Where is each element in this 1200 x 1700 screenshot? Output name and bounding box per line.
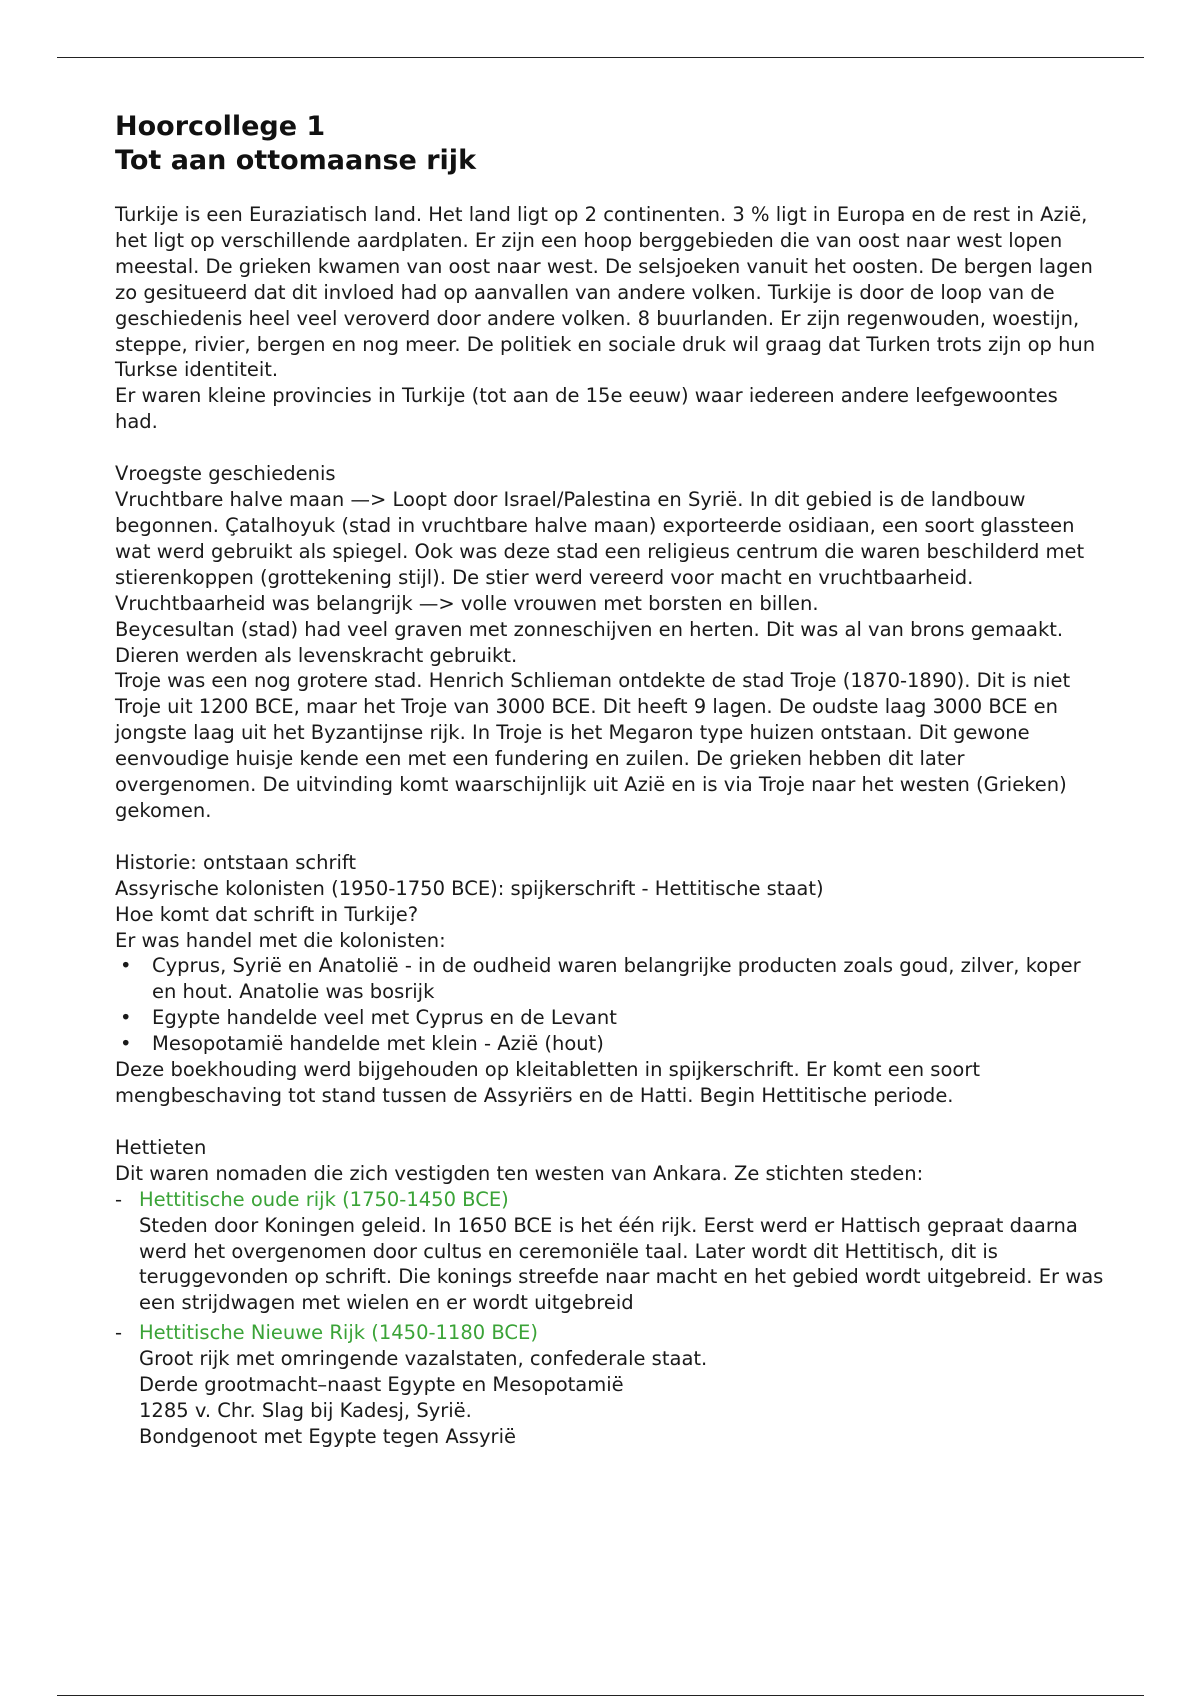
body-line: Hoe komt dat schrift in Turkije? [115,902,419,926]
kingdom-description-line: Groot rijk met omringende vazalstaten, confederale staat. [139,1347,708,1371]
kingdom-item [115,1320,1105,1450]
body-paragraph: Troje was een nog grotere stad. Henrich Schlieman ontdekte de stad Troje (1870-1890). Dit is niet Troje uit 1200 BCE, maar het Troje van 3000 BCE. Dit heeft 9 lagen. De oudste laag 3000 BCE en jongste laag uit het Byzantijnse rijk. In Troje is het Megaron type huizen ontstaan. Dit gewone eenvoudige huisje kende een met een fundering en zuilen. De grieken hebben dit later overgenomen. De uitvinding komt waarschijnlijk uit Azië en is via Troje naar het westen (Grieken) gekomen. [115,669,1071,822]
kingdom-list [115,1187,1105,1450]
kingdom-description-line: 1285 v. Chr. Slag bij Kadesj, Syrië. [139,1398,472,1422]
body-paragraph: Beycesultan (stad) had veel graven met zonneschijven en herten. Dit was al van brons gemaakt. Dieren werden als levenskracht gebruikt. [115,617,1064,667]
body-paragraph: Deze boekhouding werd bijgehouden op kleitabletten in spijkerschrift. Er komt een soort mengbeschaving tot stand tussen de Assyriërs en de Hatti. Begin Hettitische periode. [115,1058,980,1107]
bullet-item: • Mesopotamië handelde met klein - Azië (hout) [115,1031,1105,1057]
intro-paragraph: Er waren kleine provincies in Turkije (tot aan de 15e eeuw) waar iedereen andere leefgewoontes had. [115,384,1058,434]
bullet-item: • Egypte handelde veel met Cyprus en de Levant [115,1005,1105,1031]
body-line: Assyrische kolonisten (1950-1750 BCE): spijkerschrift - Hettitische staat) [115,876,824,900]
body-line: Er was handel met die kolonisten: [115,928,446,952]
bullet-item: • Cyprus, Syrië en Anatolië - in de oudheid waren belangrijke producten zoals goud, zilver, koper en hout. Anatolie was bosrijk [115,953,1105,1005]
dash-marker: - [115,1321,123,1345]
hettieten-section [115,1135,1105,1450]
title-line-1: Hoorcollege 1 [115,111,326,142]
section-heading: Hettieten [115,1135,207,1159]
kingdom-title: Hettitische Nieuwe Rijk (1450-1180 BCE) [139,1321,538,1345]
title-line-2: Tot aan ottomaanse rijk [115,145,477,176]
kingdom-description-line: Derde grootmacht–naast Egypte en Mesopotamië [139,1373,624,1397]
kingdom-item [115,1187,1105,1317]
section-heading: Vroegste geschiedenis [115,462,336,486]
document-title [115,110,1105,178]
vroegste-section [115,461,1105,824]
bottom-rule [57,1695,1144,1696]
paragraph-gap [115,824,1105,850]
body-paragraph: Vruchtbare halve maan —> Loopt door Israel/Palestina en Syrië. In dit gebied is de landbouw begonnen. Çatalhoyuk (stad in vruchtbare halve maan) exporteerde osidiaan, een soort glassteen wat werd gebruikt als spiegel. Ook was deze stad een religieus centrum die waren beschilderd met stierenkoppen (grottekening stijl). De stier werd vereerd voor macht en vruchtbaarheid. Vruchtbaarheid was belangrijk —> volle vrouwen met borsten en billen. [115,488,1085,615]
intro-paragraph: Turkije is een Euraziatisch land. Het land ligt op 2 continenten. 3 % ligt in Europa en de rest in Azië, het ligt op verschillende aardplaten. Er zijn een hoop berggebieden die van oost naar west lopen meestal. De grieken kwamen van oost naar west. De selsjoeken vanuit het oosten. De bergen lagen zo gesitueerd dat dit invloed had op aanvallen van andere volken. Turkije is door de loop van de geschiedenis heel veel veroverd door andere volken. 8 buurlanden. Er zijn regenwouden, woestijn, steppe, rivier, bergen en nog meer. De politiek en sociale druk wil graag dat Turken trots zijn op hun Turkse identiteit. [115,203,1096,382]
paragraph-gap [115,435,1105,461]
document-body [115,110,1105,1454]
kingdom-description: Steden door Koningen geleid. In 1650 BCE is het één rijk. Eerst werd er Hattisch gepraat daarna werd het overgenomen door cultus en ceremoniële taal. Later wordt dit Hettitisch, dit is teruggevonden op schrift. Die konings streefde naar macht en het gebied wordt uitgebreid. Er was een strijdwagen met wielen en er wordt uitgebreid [139,1213,1104,1315]
trade-bullet-list [115,953,1105,1057]
schrift-section [115,850,1105,1109]
paragraph-gap [115,1109,1105,1135]
dash-marker: - [115,1187,123,1211]
section-heading: Historie: ontstaan schrift [115,850,357,874]
kingdom-title: Hettitische oude rijk (1750-1450 BCE) [139,1187,509,1211]
body-line: Dit waren nomaden die zich vestigden ten westen van Ankara. Ze stichten steden: [115,1161,924,1185]
kingdom-description-line: Bondgenoot met Egypte tegen Assyrië [139,1424,516,1448]
intro-section [115,202,1105,435]
top-rule [57,57,1144,58]
